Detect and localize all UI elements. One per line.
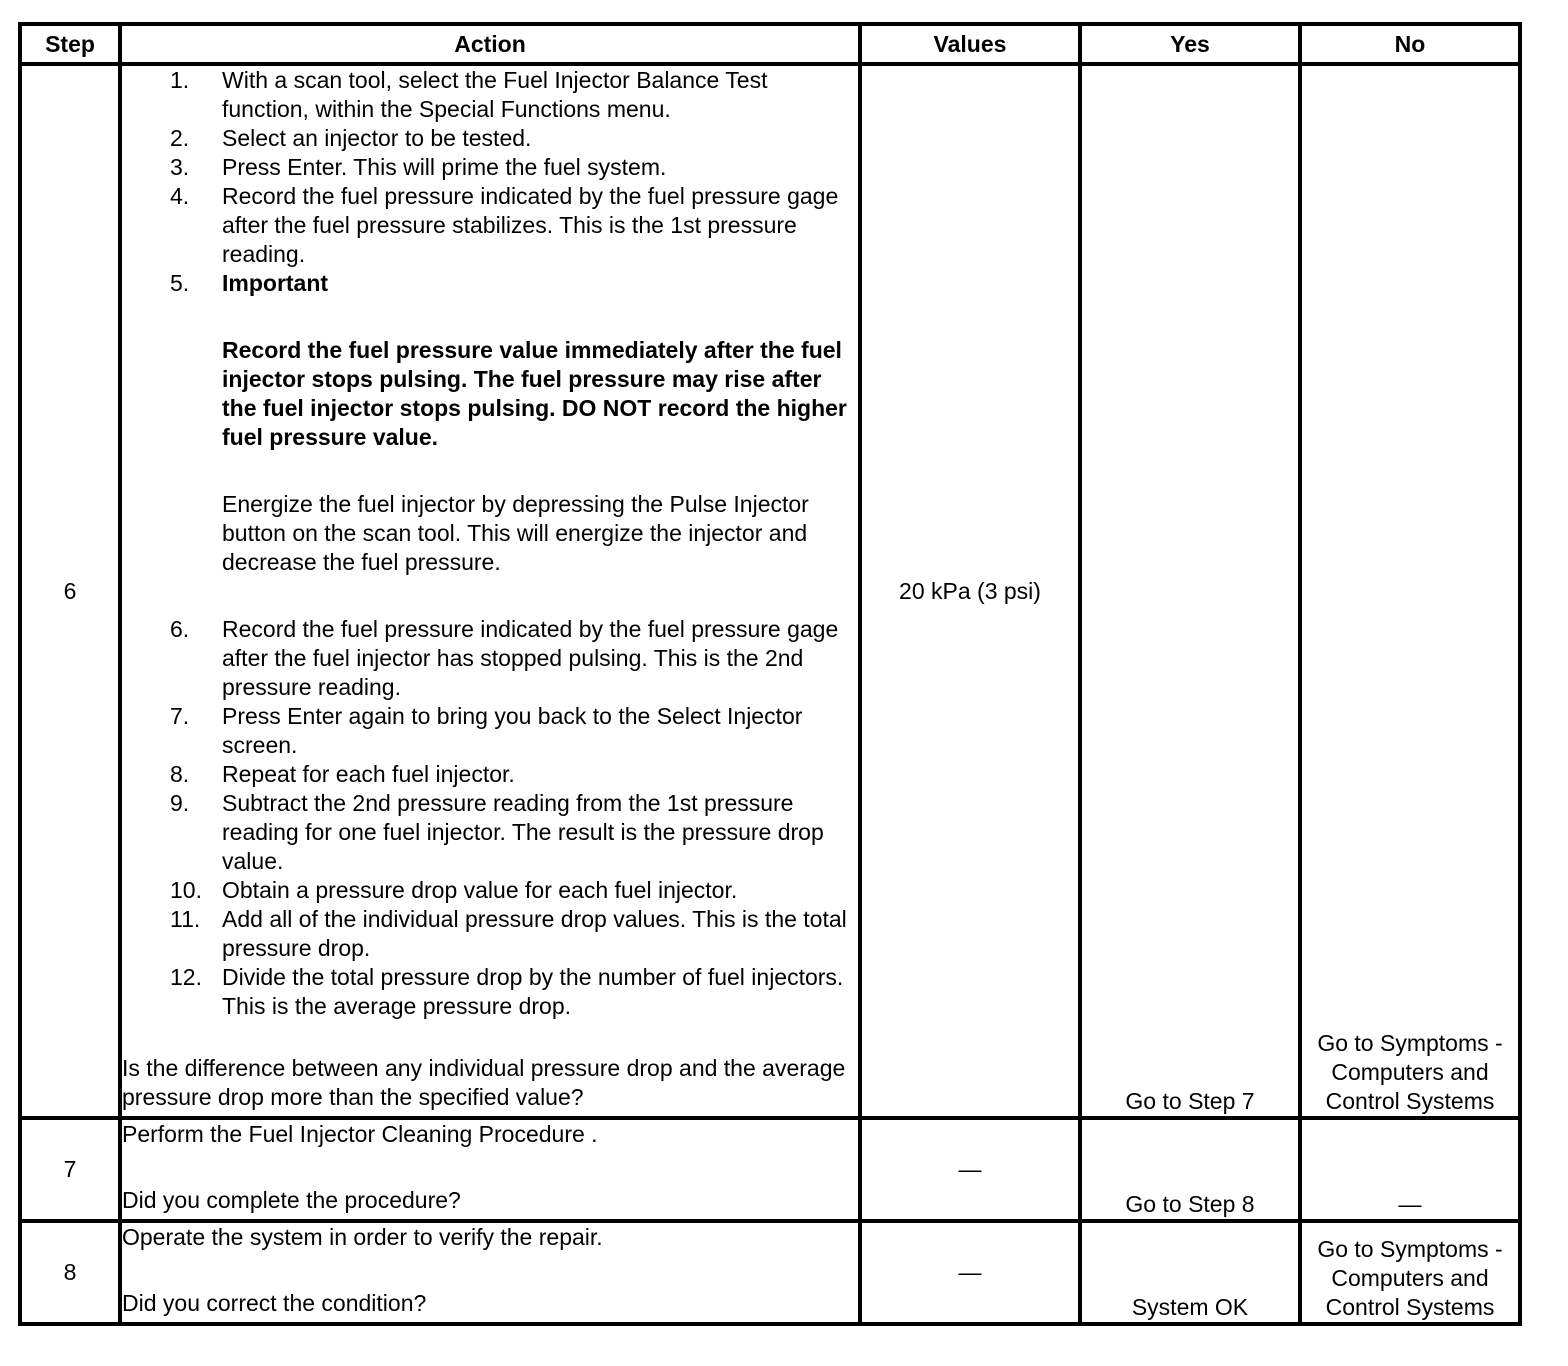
no-result: Go to Symptoms - Computers and Control Systems [1300, 64, 1520, 1118]
action-instruction: Operate the system in order to verify the repair. [122, 1224, 603, 1250]
header-no: No [1300, 24, 1520, 64]
diagnostic-table [18, 22, 1522, 1326]
header-action: Action [120, 24, 860, 64]
action-cell [120, 1118, 860, 1221]
list-item: 10. Obtain a pressure drop value for each fuel injector. [170, 877, 738, 903]
decision-question: Did you complete the procedure? [122, 1187, 461, 1213]
header-yes: Yes [1080, 24, 1300, 64]
decision-question: Is the difference between any individual pressure drop and the average pressure drop more than the specified value? [122, 1055, 846, 1110]
spec-value: — [860, 1118, 1080, 1221]
list-item: 7. Press Enter again to bring you back to the Select Injector screen. [170, 703, 803, 758]
step-number: 8 [20, 1221, 120, 1324]
list-item: 1. With a scan tool, select the Fuel Injector Balance Test function, within the Special Functions menu. [170, 67, 768, 122]
list-item: 8. Repeat for each fuel injector. [170, 761, 515, 787]
action-instruction: Perform the Fuel Injector Cleaning Procedure . [122, 1121, 598, 1147]
header-values: Values [860, 24, 1080, 64]
header-step: Step [20, 24, 120, 64]
list-item-important: 5. Important Record the fuel pressure value immediately after the fuel injector stops pulsing. The fuel pressure may rise after the fuel injector stops pulsing. DO NOT record the higher fuel pressure value. Energize the fuel injector by depressing the Pulse Injector button on the scan tool. This will energize the injector and decrease the fuel pressure. [170, 269, 858, 615]
important-heading: Important [222, 270, 329, 296]
header-row [20, 24, 1520, 64]
list-item: 6. Record the fuel pressure indicated by the fuel pressure gage after the fuel injector has stopped pulsing. This is the 2nd pressure reading. [170, 616, 839, 700]
procedure-list [122, 66, 858, 1021]
no-result: — [1300, 1118, 1520, 1221]
no-result: Go to Symptoms - Computers and Control Systems [1300, 1221, 1520, 1324]
spec-value: — [860, 1221, 1080, 1324]
list-item: 4. Record the fuel pressure indicated by the fuel pressure gage after the fuel pressure stabilizes. This is the 1st pressure reading. [170, 183, 839, 267]
decision-question: Did you correct the condition? [122, 1290, 427, 1316]
table-row-step-8 [20, 1221, 1520, 1324]
diagnostic-table-container [18, 22, 1522, 1326]
important-note: Record the fuel pressure value immediately after the fuel injector stops pulsing. The fuel pressure may rise after the fuel injector stops pulsing. DO NOT record the higher fuel pressure value. [222, 337, 847, 450]
table-row-step-6 [20, 64, 1520, 1118]
important-action: Energize the fuel injector by depressing the Pulse Injector button on the scan tool. This will energize the injector and decrease the fuel pressure. [222, 491, 809, 575]
table-row-step-7 [20, 1118, 1520, 1221]
yes-result: System OK [1080, 1221, 1300, 1324]
step-number: 7 [20, 1118, 120, 1221]
list-item: 9. Subtract the 2nd pressure reading from the 1st pressure reading for one fuel injector. The result is the pressure drop value. [170, 790, 824, 874]
list-item: 11. Add all of the individual pressure drop values. This is the total pressure drop. [170, 906, 847, 961]
action-cell [120, 64, 860, 1118]
action-instructions [122, 66, 858, 1021]
spec-value: 20 kPa (3 psi) [860, 64, 1080, 1118]
list-item: 12. Divide the total pressure drop by the number of fuel injectors. This is the average pressure drop. [170, 964, 844, 1019]
yes-result: Go to Step 7 [1080, 64, 1300, 1118]
yes-result: Go to Step 8 [1080, 1118, 1300, 1221]
list-item: 3. Press Enter. This will prime the fuel system. [170, 154, 667, 180]
action-cell [120, 1221, 860, 1324]
list-item: 2. Select an injector to be tested. [170, 125, 532, 151]
step-number: 6 [20, 64, 120, 1118]
